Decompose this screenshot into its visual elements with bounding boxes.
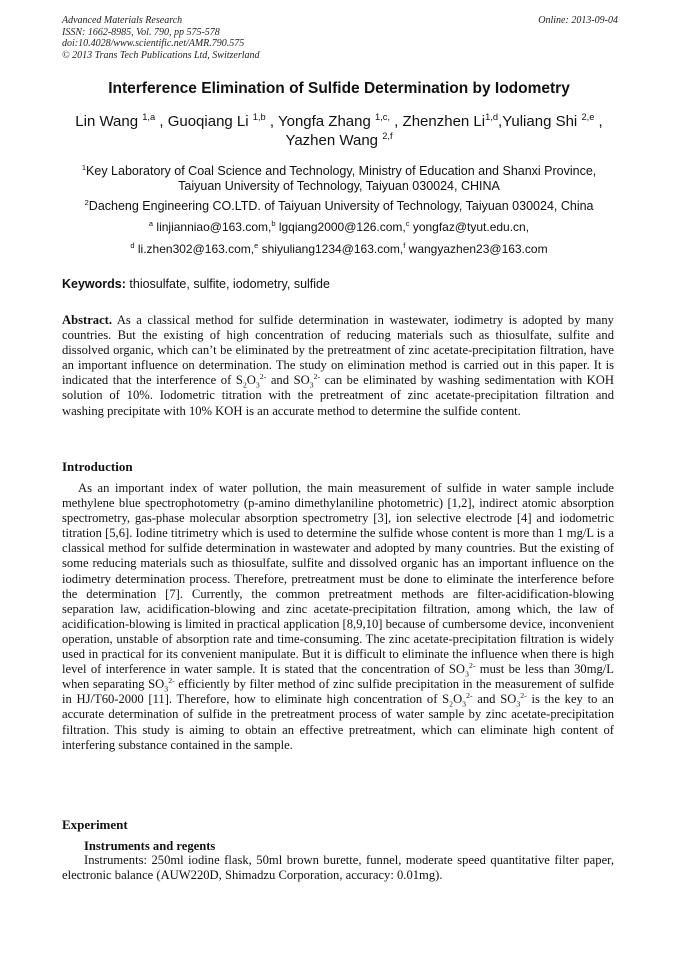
author: Lin Wang $^{1,a}$ , [75, 112, 164, 130]
issn-line: ISSN: 1662-8985, Vol. 790, pp 575-578 [62, 26, 220, 38]
section-heading-experiment: Experiment [62, 817, 128, 832]
affiliation-2: $^2$Dacheng Engineering CO.LTD. of Taiyuan University of Technology, Taiyuan 030024, China [84, 197, 594, 213]
author-list [50, 112, 628, 150]
email-line-1: $^a$ linjianniao@163.com,$^b$ lgqiang2000@126.com,$^c$ yongfaz@tyut.edu.cn, [148, 219, 530, 234]
keywords-text: thiosulfate, sulfite, iodometry, sulfide [129, 277, 330, 291]
email-link[interactable]: wangyazhen23@163.com [408, 242, 548, 256]
instruments-paragraph: Instruments: 250ml iodine flask, 50ml brown burette, funnel, moderate speed quantitative filter paper, electronic balance (AUW220D, Shimadzu Corporation, accuracy: 0.01mg). [62, 853, 614, 883]
abstract: Abstract. As a classical method for sulfide determination in wastewater, iodimetry is adopted by many countries. But the existing of high concentration of reducing materials such as thiosulfate, sulfite and dissolved organic, which can’t be eliminated by the pretreatment of zinc acetate-precipitation filtration, have an important influence on determination. The study on elimination method is carried out in this paper. It is indicated that the interference of $S_2O_3^{2-}$ and $SO_3^{2-}$ can be eliminated by washing sedimentation with KOH solution of 10%. Iodometric titration with the pretreatment of zinc acetate-precipitation filtration and washing precipitate with 10% KOH is an accurate method to determine the sulfide content. [62, 313, 614, 418]
affiliation-1: $^1$Key Laboratory of Coal Science and Technology, Ministry of Education and Shanxi Province, Taiyuan University of Technology, Taiyuan 030024, CHINA [81, 162, 597, 193]
author: Guoqiang Li $^{1,b}$ , [167, 112, 275, 130]
copyright-line: © 2013 Trans Tech Publications Ltd, Switzerland [62, 49, 260, 61]
author: Yazhen Wang $^{2,f}$ [285, 131, 393, 149]
author: Yuliang Shi $^{2,e}$ , [502, 112, 603, 130]
subsection-heading-instruments: Instruments and regents [84, 839, 216, 853]
keywords-label: Keywords: [62, 277, 126, 291]
email-link[interactable]: lgqiang2000@126.com, [278, 220, 406, 234]
author: Yongfa Zhang $^{1,c,}$ , [277, 112, 399, 130]
abstract-label: Abstract. [62, 313, 113, 327]
author: Zhenzhen Li$^{1,d}$, [402, 112, 503, 130]
email-link[interactable]: shiyuliang1234@163.com, [261, 242, 404, 256]
online-date: Online: 2013-09-04 [538, 15, 618, 26]
email-link[interactable]: li.zhen302@163.com, [137, 242, 255, 256]
section-heading-introduction: Introduction [62, 459, 133, 474]
email-link[interactable]: linjianniao@163.com, [156, 220, 272, 234]
introduction-paragraph: As an important index of water pollution, the main measurement of sulfide in water sample include methylene blue spectrophotometry (p-amino dimethylaniline photometric) [1,2], indirect atomic absorption spectrometry, gas-phase molecular absorption spectrometry [3], ion selective electrode [4] and iodometric titration [5,6]. Iodine titrimetry which is used to determine the sulfide whose content is more than 1 mg/L is a classical method for sulfide determination in wastewater and adopted by many countries. But the existing of some reducing materials such as thiosulfate, sulfite and dissolved organic has an important influence on the iodimetry determination process. Therefore, pretreatment must be done to eliminate the interference before the determination [7]. Currently, the common pretreatment methods are filter-acidification-blowing separation law, acidification-blowing and zinc acetate-precipitation filtration, among which, the law of acidification-blowing is limited in practical application [8,9,10] because of cumbersome device, inconvenient operation, unstable of absorption rate and time-consuming. The zinc acetate-precipitation filtration is widely used in practical for its convenient manipulate. But it is difficult to eliminate the influence when there is high level of interference in water sample. It is stated that the concentration of $SO_3^{2-}$ must be less than 30mg/L when separating $SO_3^{2-}$ efficiently by filter method of zinc sulfide precipitation in the measurement of sulfide in HJ/T60-2000 [11]. Therefore, how to eliminate high concentration of $S_2O_3^{2-}$ and $SO_3^{2-}$ is the key to an accurate determination of sulfide in the pretreatment process of water sample by zinc acetate-precipitation filtration. This study is aiming to obtain an effective pretreatment, which can eliminate high content of interfering substance contained in the sample. [62, 481, 614, 752]
journal-name: Advanced Materials Research [62, 15, 183, 26]
keywords [62, 277, 618, 291]
paper-title: Interference Elimination of Sulfide Determination by Iodometry [108, 80, 570, 97]
email-line-2: $^d$ li.zhen302@163.com,$^e$ shiyuliang1234@163.com,$^f$ wangyazhen23@163.com [130, 241, 548, 256]
email-link[interactable]: yongfaz@tyut.edu.cn, [412, 220, 530, 234]
journal-header [62, 15, 618, 61]
doi-line: doi:10.4028/www.scientific.net/AMR.790.575 [62, 38, 245, 49]
